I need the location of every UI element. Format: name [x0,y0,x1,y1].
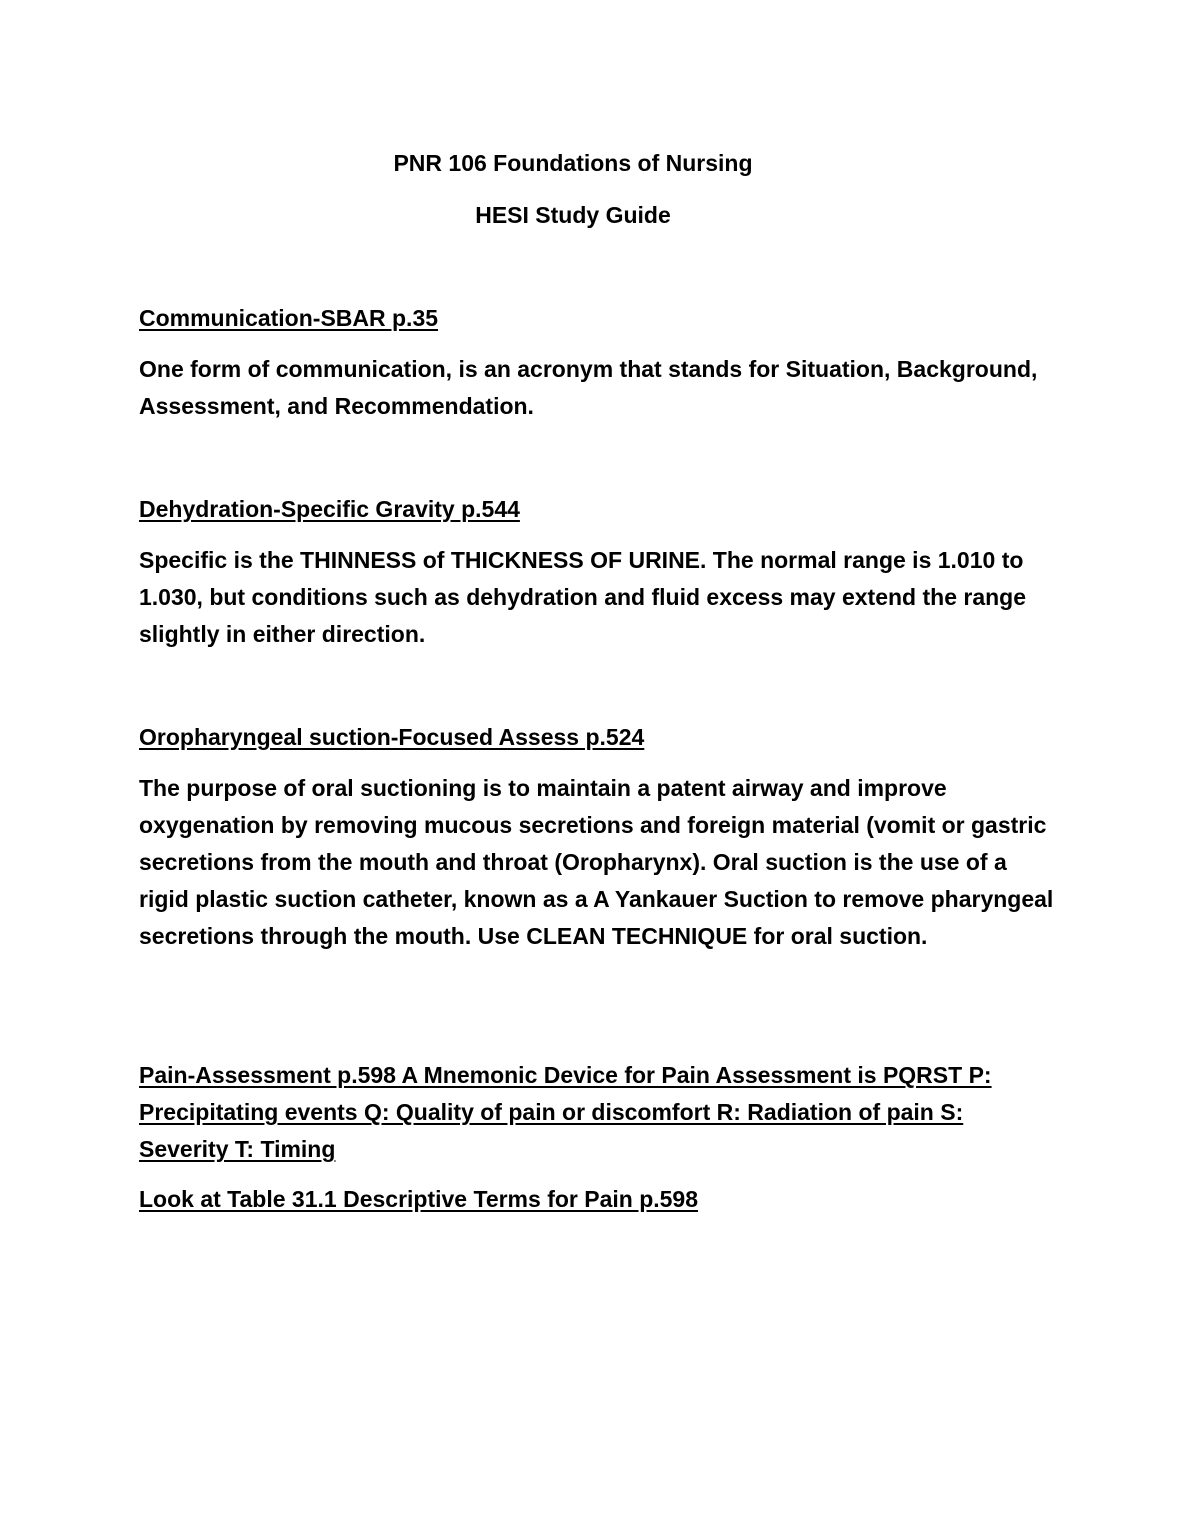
section-heading-dehydration: Dehydration-Specific Gravity p.544 [139,496,520,522]
section-body-oropharyngeal-suction: The purpose of oral suctioning is to maintain a patent airway and improve oxygenation by removing mucous secretions and foreign material (vomit or gastric secretions from the mouth and throat (Oropharynx). Oral suction is the use of a rigid plastic suction catheter, known as a A Yankauer Suction to remove pharyngeal secretions through the mouth. Use CLEAN TECHNIQUE for oral suction. [139,775,1054,949]
document-title: PNR 106 Foundations of Nursing [393,150,753,176]
document-subtitle: HESI Study Guide [475,202,671,228]
section-heading-communication: Communication-SBAR p.35 [139,305,439,331]
section-heading-oropharyngeal-suction: Oropharyngeal suction-Focused Assess p.524 [139,724,645,750]
section-body-communication: One form of communication, is an acronym that stands for Situation, Background, Assessment, and Recommendation. [139,356,1038,419]
section-heading-pain-assessment: Pain-Assessment p.598 A Mnemonic Device for Pain Assessment is PQRST P: Precipitating events Q: Quality of pain or discomfort R: Radiation of pain S: Severity T: Timing [139,1062,992,1162]
section-body-dehydration: Specific is the THINNESS of THICKNESS OF URINE. The normal range is 1.010 to 1.030, but conditions such as dehydration and fluid excess may extend the range slightly in either direction. [139,547,1027,647]
section-heading-table-reference: Look at Table 31.1 Descriptive Terms for Pain p.598 [139,1186,699,1212]
